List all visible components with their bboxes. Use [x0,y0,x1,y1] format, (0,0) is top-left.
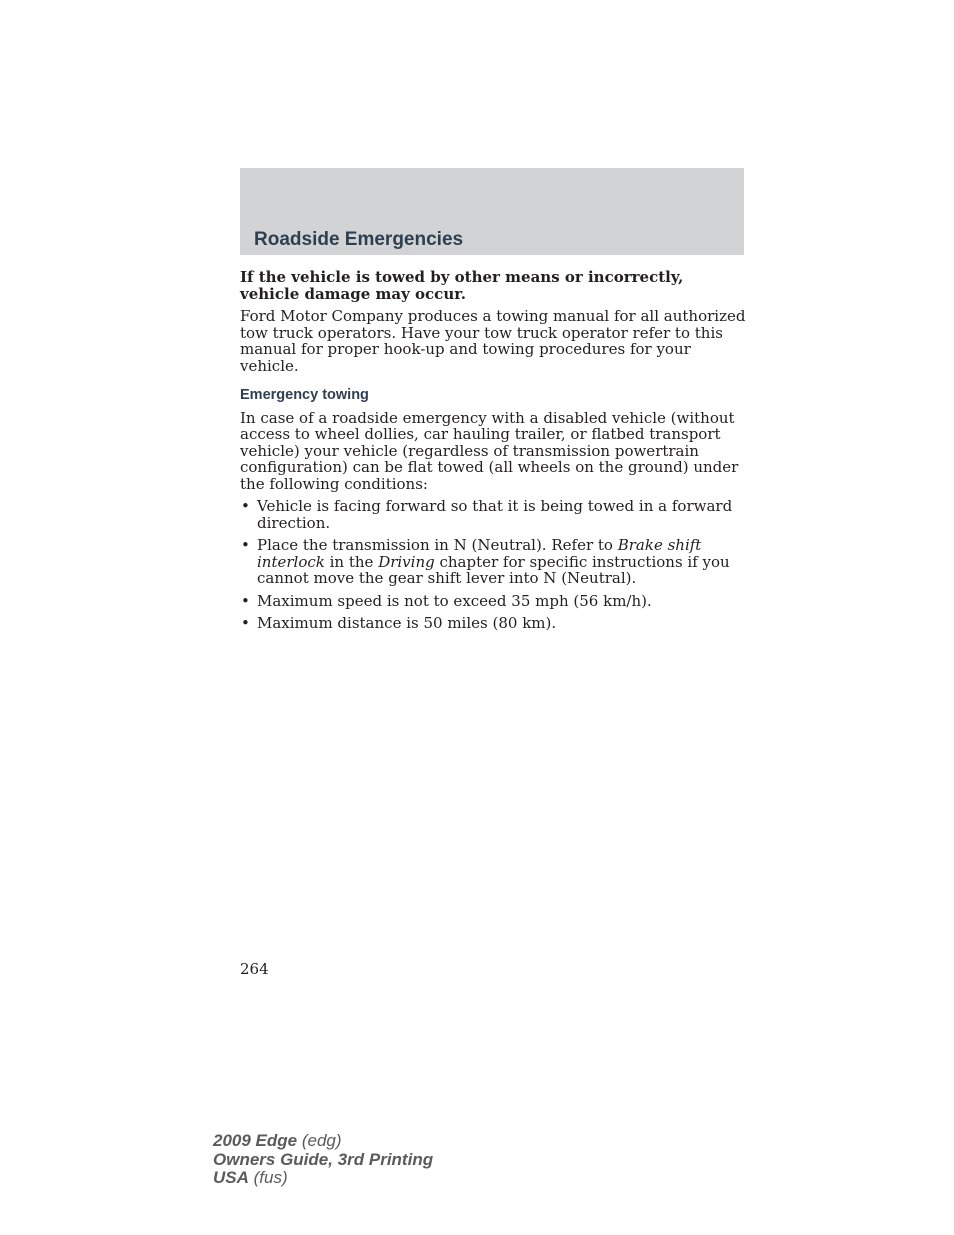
footer-model: 2009 Edge [213,1131,298,1150]
section-header-band [240,168,744,255]
intro-paragraph: Ford Motor Company produces a towing manual for all authorized tow truck operators. Have your tow truck operator refer to this manual for proper hook-up and towing procedures for your vehicle. [240,307,746,375]
brake-shift-interlock-reference: Brake shift interlock [257,536,702,571]
warning-text: If the vehicle is towed by other means or incorrectly, vehicle damage may occur. [240,268,684,303]
towing-conditions-list [240,498,746,632]
condition-forward: Vehicle is facing forward so that it is being towed in a forward direction. [257,497,733,532]
bullet-icon: • [241,536,250,554]
footer-market-code: (fus) [253,1168,288,1187]
document-footer [213,1132,433,1188]
page-number: 264 [240,960,269,978]
condition-neutral-part2: in the [324,552,379,571]
driving-chapter-reference: Driving [378,552,435,571]
list-item [240,615,746,632]
bullet-icon: • [241,614,250,632]
footer-market: USA [213,1168,249,1187]
section-title: Roadside Emergencies [254,229,464,250]
footer-model-code: (edg) [301,1131,342,1150]
emergency-towing-heading: Emergency towing [240,387,369,403]
condition-neutral-part3: chapter for specific instructions if you cannot move the gear shift lever into N (Neutral). [257,552,730,587]
emergency-towing-paragraph: In case of a roadside emergency with a disabled vehicle (without access to wheel dollies, car hauling trailer, or flatbed transport vehicle) your vehicle (regardless of transmission powertrain configuration) can be flat towed (all wheels on the ground) under the following conditions: [240,408,739,493]
footer-guide: Owners Guide, 3rd Printing [213,1149,434,1169]
list-item [240,498,746,531]
list-item [240,537,746,587]
list-item [240,593,746,610]
page-content [240,269,746,638]
bullet-icon: • [241,591,250,610]
footer-line-market [213,1169,433,1188]
bullet-icon: • [241,497,250,515]
condition-distance: Maximum distance is 50 miles (80 km). [257,614,557,632]
condition-neutral-part1: Place the transmission in N (Neutral). Refer to [257,536,618,554]
footer-line-model [213,1132,433,1151]
footer-line-guide [213,1151,433,1170]
condition-speed: Maximum speed is not to exceed 35 mph (56 km/h). [257,591,652,610]
